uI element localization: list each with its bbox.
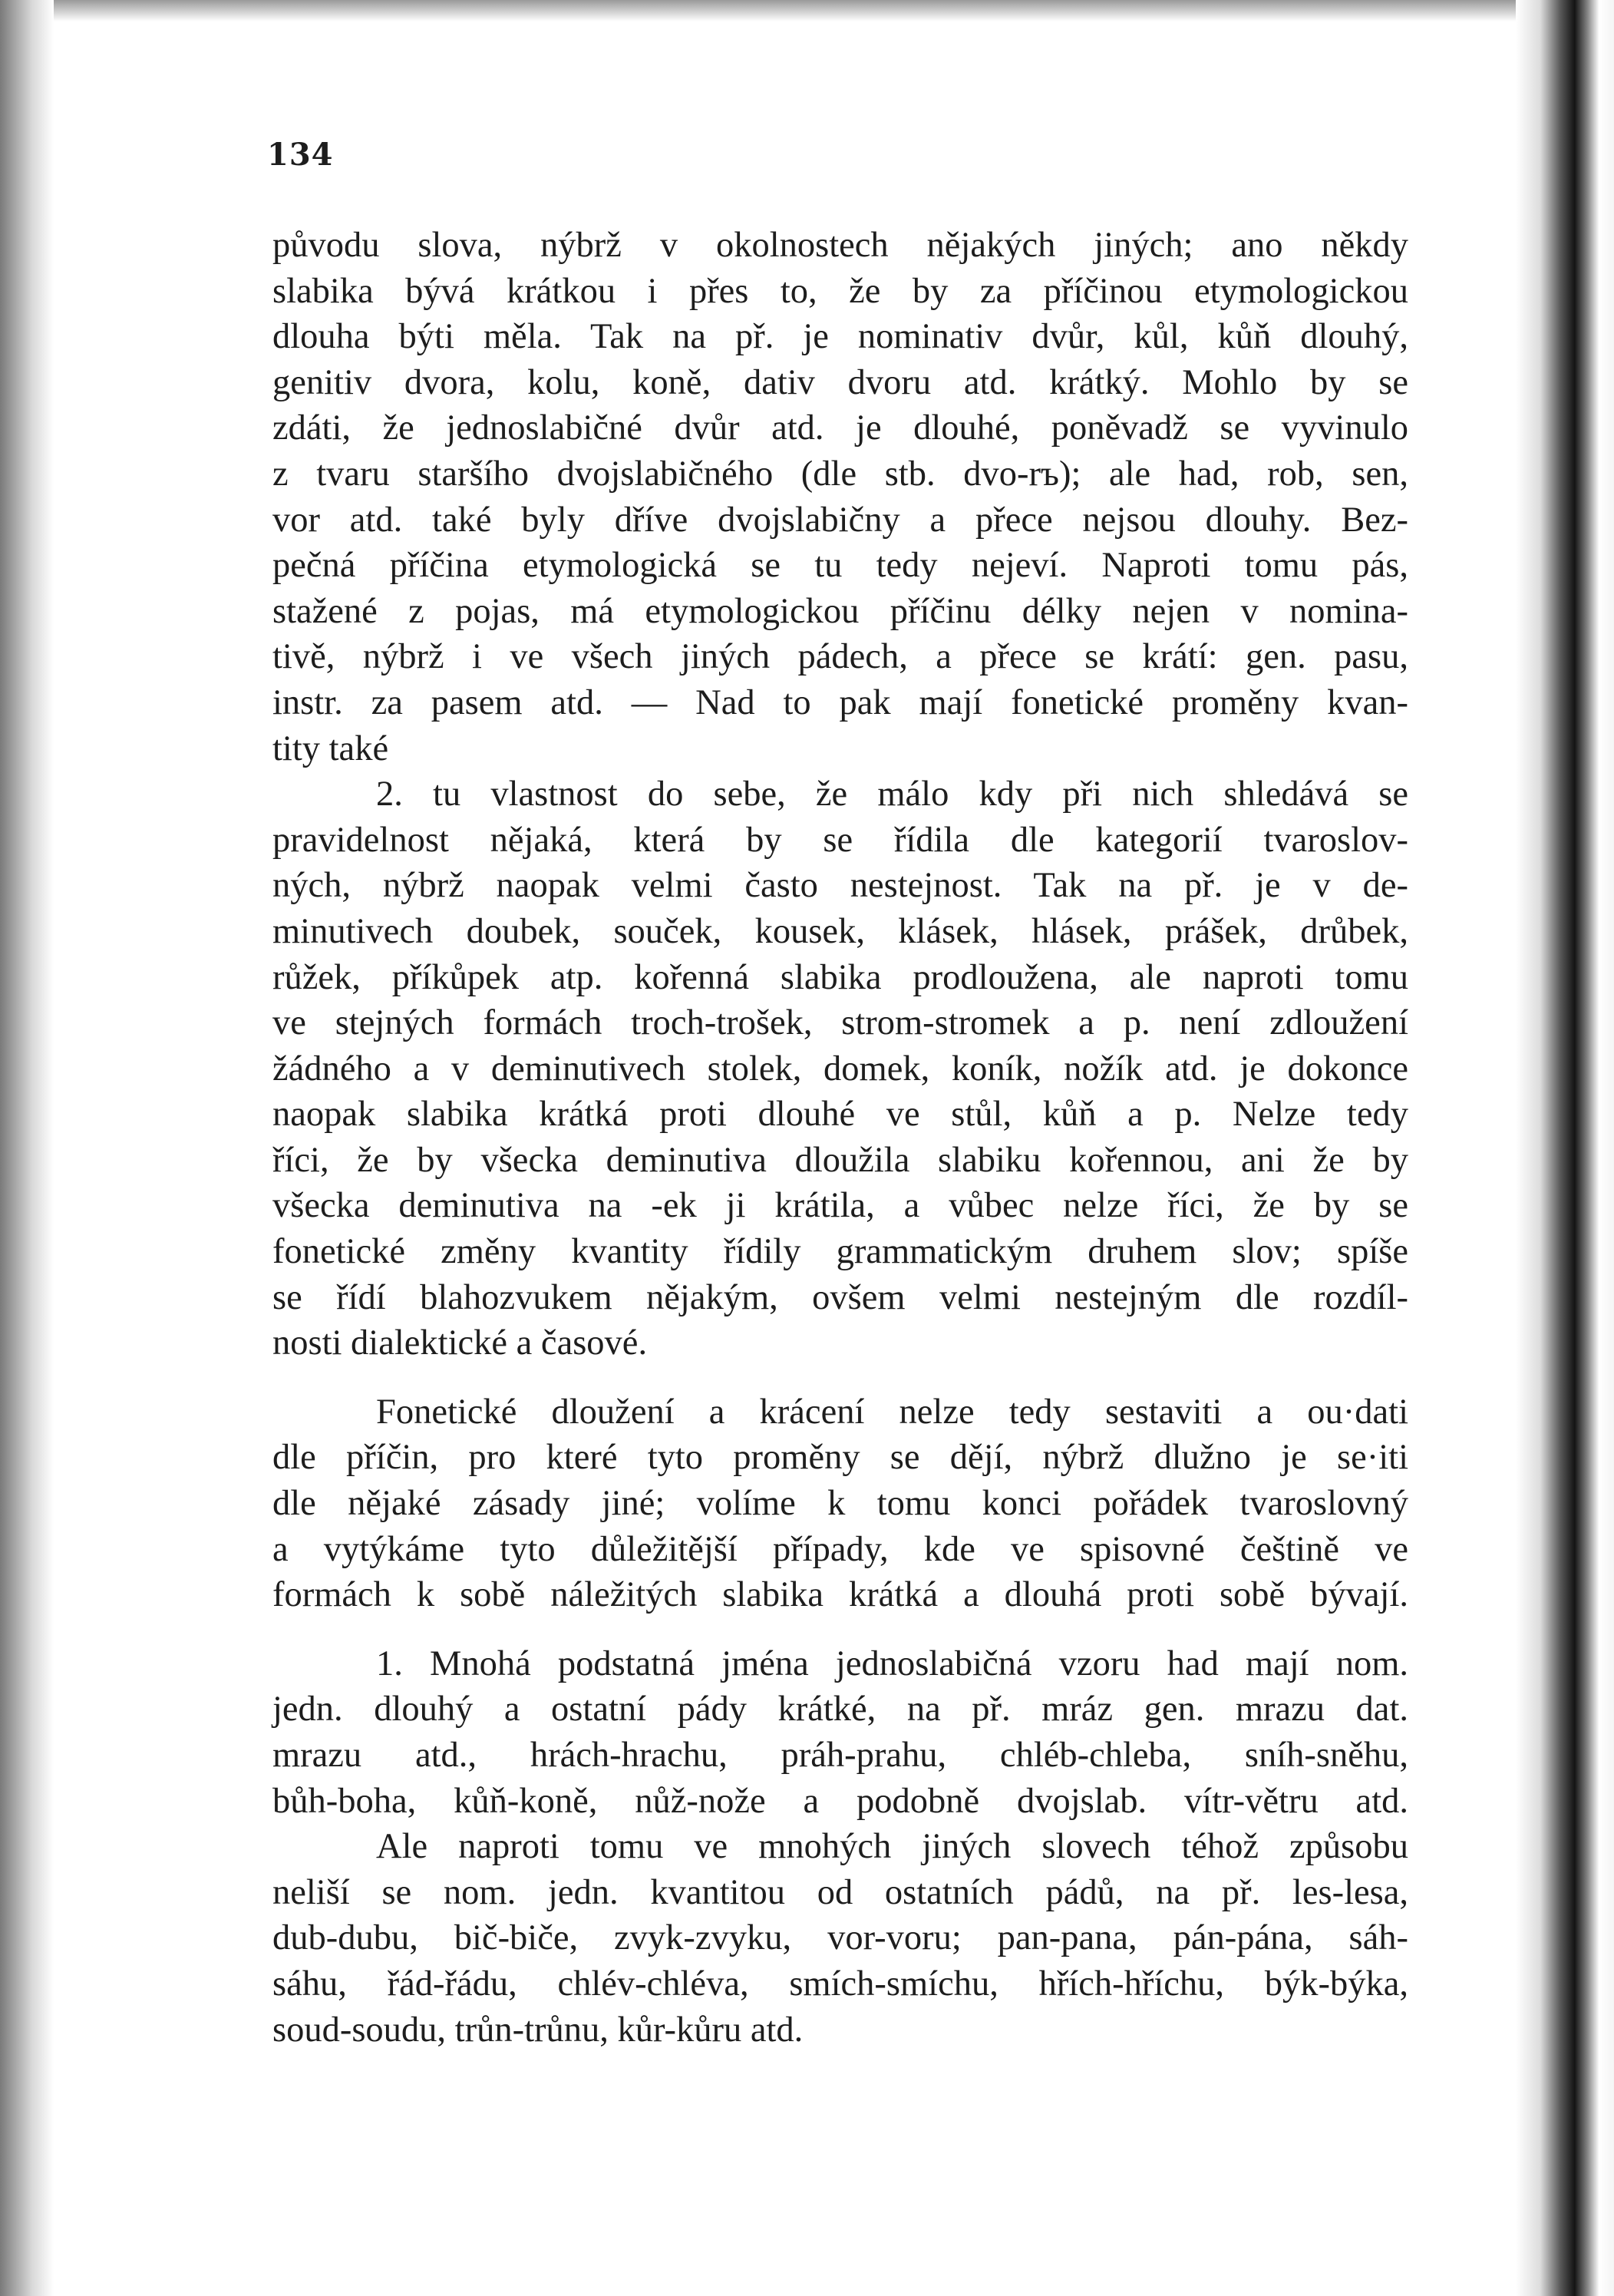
text-line: nosti dialektické a časové.	[272, 1323, 648, 1363]
text-line: růžek, příkůpek atp. kořenná slabika prodloužena, ale naproti tomu	[272, 957, 1408, 997]
paragraph-5	[272, 1824, 1408, 2053]
text-line: všecka deminutiva na -ek ji krátila, a vůbec nelze říci, že by se	[272, 1186, 1408, 1226]
text-line: slabika bývá krátkou i přes to, že by za příčinou etymologickou	[272, 271, 1408, 311]
text-line: dub-dubu, bič-biče, zvyk-zvyku, vor-voru; pan-pana, pán-pána, sáh-	[272, 1918, 1408, 1958]
text-line: ných, nýbrž naopak velmi často nestejnost. Tak na př. je v de-	[272, 866, 1408, 906]
text-line: původu slova, nýbrž v okolnostech nějakých jiných; ano někdy	[272, 226, 1408, 265]
text-line: bůh-boha, kůň-koně, nůž-nože a podobně dvojslab. vítr-větru atd.	[272, 1781, 1408, 1821]
text-line: Ale naproti tomu ve mnohých jiných slovech téhož způsobu	[376, 1827, 1408, 1867]
text-line: neliší se nom. jedn. kvantitou od ostatních pádů, na př. les-lesa,	[272, 1872, 1408, 1912]
text-line: z tvaru staršího dvojslabičného (dle stb. dvo-rъ); ale had, rob, sen,	[272, 454, 1408, 494]
paragraph-2	[272, 771, 1408, 1366]
text-line: ve stejných formách troch-trošek, strom-stromek a p. není zdloužení	[272, 1003, 1408, 1043]
text-line: genitiv dvora, kolu, koně, dativ dvoru atd. krátký. Mohlo by se	[272, 362, 1408, 402]
text-line: minutivech doubek, souček, kousek, klásek, hlásek, prášek, drůbek,	[272, 911, 1408, 951]
text-line: instr. za pasem atd. — Nad to pak mají fonetické proměny kvan-	[272, 682, 1408, 722]
text-line: jedn. dlouhý a ostatní pády krátké, na př. mráz gen. mrazu dat.	[272, 1690, 1408, 1729]
page-number: 134	[267, 137, 334, 173]
text-line: se řídí blahozvukem nějakým, ovšem velmi nestejným dle rozdíl-	[272, 1277, 1408, 1317]
text-line: říci, že by všecka deminutiva dloužila slabiku kořennou, ani že by	[272, 1140, 1408, 1180]
text-line: dlouha býti měla. Tak na př. je nominativ dvůr, kůl, kůň dlouhý,	[272, 317, 1408, 357]
text-line: naopak slabika krátká proti dlouhé ve stůl, kůň a p. Nelze tedy	[272, 1095, 1408, 1135]
text-line: 2. tu vlastnost do sebe, že málo kdy při nich shledává se	[376, 775, 1408, 814]
text-line: pravidelnost nějaká, která by se řídila dle kategorií tvaroslov-	[272, 820, 1408, 860]
text-line: soud-soudu, trůn-trůnu, kůr-kůru atd.	[272, 2010, 804, 2050]
text-line: stažené z pojas, má etymologickou příčinu délky nejen v nomina-	[272, 591, 1408, 631]
text-line: dle nějaké zásady jiné; volíme k tomu konci pořádek tvaroslovný	[272, 1484, 1408, 1524]
text-line: Fonetické dloužení a krácení nelze tedy sestaviti a ou·dati	[376, 1392, 1408, 1432]
text-line: tity také	[272, 728, 389, 768]
text-line: tivě, nýbrž i ve všech jiných pádech, a přece se krátí: gen. pasu,	[272, 637, 1408, 677]
paragraph-4	[272, 1641, 1408, 1824]
paragraph-1	[272, 223, 1408, 771]
paragraph-3	[272, 1389, 1408, 1618]
text-line: 1. Mnohá podstatná jména jednoslabičná vzoru had mají nom.	[376, 1644, 1408, 1683]
text-line: zdáti, že jednoslabičné dvůr atd. je dlouhé, poněvadž se vyvinulo	[272, 408, 1408, 448]
body-text	[272, 223, 1408, 2053]
text-line: a vytýkáme tyto důležitější případy, kde ve spisovné češtině ve	[272, 1529, 1408, 1569]
text-line: formách k sobě náležitých slabika krátká a dlouhá proti sobě bývají.	[272, 1575, 1408, 1615]
text-line: žádného a v deminutivech stolek, domek, koník, nožík atd. je dokonce	[272, 1049, 1408, 1089]
text-line: dle příčin, pro které tyto proměny se dějí, nýbrž dlužno je se·iti	[272, 1438, 1408, 1478]
text-line: vor atd. také byly dříve dvojslabičny a přece nejsou dlouhy. Bez-	[272, 500, 1408, 540]
text-line: fonetické změny kvantity řídily grammatickým druhem slov; spíše	[272, 1232, 1408, 1272]
text-line: sáhu, řád-řádu, chlév-chléva, smích-smíchu, hřích-hříchu, býk-býka,	[272, 1964, 1408, 2004]
text-line: pečná příčina etymologická se tu tedy nejeví. Naproti tomu pás,	[272, 546, 1408, 586]
text-line: mrazu atd., hrách-hrachu, práh-prahu, chléb-chleba, sníh-sněhu,	[272, 1736, 1408, 1775]
